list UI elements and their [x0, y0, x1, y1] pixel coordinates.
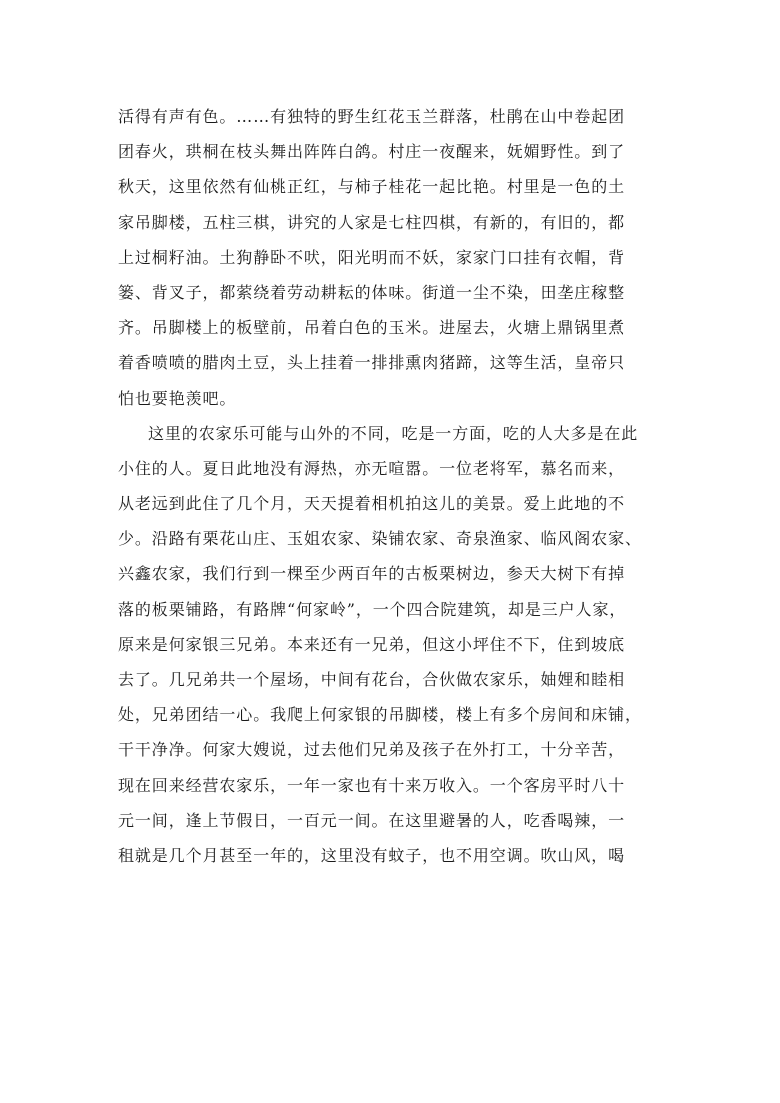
text-line: 这里的农家乐可能与山外的不同，吃是一方面，吃的人大多是在此 — [148, 423, 639, 443]
text-line: 怕也要艳羡吧。 — [118, 388, 237, 408]
text-line: 上过桐籽油。土狗静卧不吠，阳光明而不妖，家家门口挂有衣帽，背 — [118, 247, 626, 267]
text-line: 干干净净。何家大嫂说，过去他们兄弟及孩子在外打工，十分辛苦， — [118, 740, 626, 760]
text-line: 团春火，珙桐在枝头舞出阵阵白鸽。村庄一夜醒来，妩媚野性。到了 — [118, 142, 626, 162]
text-line: 从老远到此住了几个月，天天提着相机拍这儿的美景。爱上此地的不 — [118, 494, 626, 514]
text-line: 家吊脚楼，五柱三棋，讲究的人家是七柱四棋，有新的，有旧的，都 — [118, 212, 626, 232]
text-line: 兴鑫农家，我们行到一棵至少两百年的古板栗树边，参天大树下有掉 — [118, 564, 626, 584]
text-line: 篓、背叉子，都萦绕着劳动耕耘的体味。街道一尘不染，田垄庄稼整 — [118, 282, 626, 302]
text-line: 齐。吊脚楼上的板壁前，吊着白色的玉米。进屋去，火塘上鼎锅里煮 — [118, 318, 626, 338]
text-line: 现在回来经营农家乐，一年一家也有十来万收入。一个客房平时八十 — [118, 775, 626, 795]
text-line: 租就是几个月甚至一年的，这里没有蚊子，也不用空调。吹山风，喝 — [118, 845, 626, 865]
text-line: 少。沿路有栗花山庄、玉姐农家、染铺农家、奇泉渔家、临风阁农家、 — [118, 529, 642, 549]
text-line: 落的板栗铺路，有路牌“何家岭”，一个四合院建筑，却是三户人家， — [118, 599, 627, 619]
paragraph-2 — [118, 416, 663, 873]
text-line: 秋天，这里依然有仙桃正红，与柿子桂花一起比艳。村里是一色的土 — [118, 177, 626, 197]
paragraph-1 — [118, 99, 663, 416]
text-line: 元一间，逢上节假日，一百元一间。在这里避暑的人，吃香喝辣，一 — [118, 810, 626, 830]
text-line: 着香喷喷的腊肉土豆，头上挂着一排排熏肉猪蹄，这等生活，皇帝只 — [118, 353, 626, 373]
text-line: 处，兄弟团结一心。我爬上何家银的吊脚楼，楼上有多个房间和床铺， — [118, 705, 642, 725]
text-line: 活得有声有色。……有独特的野生红花玉兰群落，杜鹃在山中卷起团 — [118, 107, 626, 126]
article-body — [118, 99, 663, 873]
text-line: 小住的人。夏日此地没有溽热，亦无喧嚣。一位老将军，慕名而来， — [118, 458, 626, 478]
text-line: 去了。几兄弟共一个屋场，中间有花台，合伙做农家乐，妯娌和睦相 — [118, 670, 626, 689]
text-line: 原来是何家银三兄弟。本来还有一兄弟，但这小坪住不下，住到坡底 — [118, 634, 626, 654]
